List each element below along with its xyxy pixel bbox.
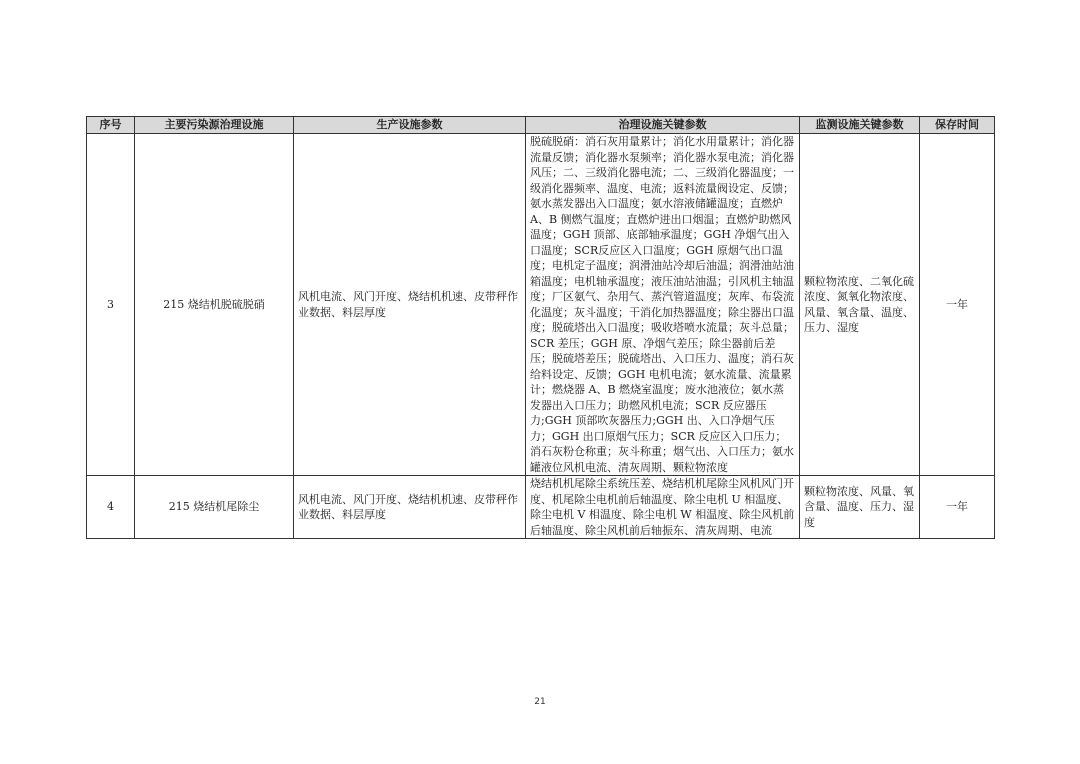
header-treatment-params: 治理设施关键参数 bbox=[526, 117, 800, 134]
header-facility: 主要污染源治理设施 bbox=[135, 117, 294, 134]
header-retention-time: 保存时间 bbox=[920, 117, 995, 134]
table-row bbox=[87, 134, 995, 476]
table-header-row bbox=[87, 117, 995, 134]
page-number: 21 bbox=[534, 697, 546, 707]
cell-treatment-params: 脱硫脱硝：消石灰用量累计；消化水用量累计；消化器流量反馈；消化器水泵频率；消化器水泵电流；消化器风压；二、三级消化器电流；二、三级消化器温度；一级消化器频率、温度、电流；返料流量阀设定、反馈；氨水蒸发器出入口温度；氨水溶液储罐温度；直燃炉 A、B 侧燃气温度；直燃炉进出口烟温；直燃炉助燃风温度；GGH 顶部、底部轴承温度；GGH 净烟气出入口温度；SCR反应区入口温度；GGH 原烟气出口温度；电机定子温度；润滑油站冷却后油温；润滑油站油箱温度；电机轴承温度；液压油站油温；引风机主轴温度；厂区氨气、杂用气、蒸汽管道温度；灰库、布袋流化温度；灰斗温度；干消化加热器温度；除尘器出口温度；脱硫塔出入口温度；吸收塔喷水流量；灰斗总量；SCR 差压；GGH 原、净烟气差压；除尘器前后差压；脱硫塔差压；脱硫塔出、入口压力、温度；消石灰给料设定、反馈；GGH 电机电流；氨水流量、流量累计；燃烧器 A、B 燃烧室温度；废水池液位；氨水蒸发器出入口压力；助燃风机电流；SCR 反应器压力;GGH 顶部吹灰器压力;GGH 出、入口净烟气压力；GGH 出口原烟气压力；SCR 反应区入口压力；消石灰粉仓称重；灰斗称重；烟气出、入口压力；氨水罐液位风机电流、清灰周期、颗粒物浓度 bbox=[526, 134, 800, 476]
cell-retention-time: 一年 bbox=[920, 134, 995, 476]
header-monitoring-params: 监测设施关键参数 bbox=[800, 117, 920, 134]
cell-treatment-params: 烧结机机尾除尘系统压差、烧结机机尾除尘风机风门开度、机尾除尘电机前后轴温度、除尘电机 U 相温度、除尘电机 V 相温度、除尘电机 W 相温度、除尘风机前后轴温度、除尘风机前后轴振东、清灰周期、电流 bbox=[526, 476, 800, 539]
header-production-params: 生产设施参数 bbox=[294, 117, 526, 134]
cell-facility: 215 烧结机脱硫脱硝 bbox=[135, 134, 294, 476]
cell-monitoring-params: 颗粒物浓度、二氧化硫浓度、氮氧化物浓度、风量、氧含量、温度、压力、湿度 bbox=[800, 134, 920, 476]
parameters-table bbox=[86, 116, 995, 539]
cell-facility: 215 烧结机尾除尘 bbox=[135, 476, 294, 539]
table-row bbox=[87, 476, 995, 539]
cell-production-params: 风机电流、风门开度、烧结机机速、皮带秤作业数据、料层厚度 bbox=[294, 134, 526, 476]
cell-serial-no: 3 bbox=[87, 134, 135, 476]
cell-retention-time: 一年 bbox=[920, 476, 995, 539]
header-serial-no: 序号 bbox=[87, 117, 135, 134]
cell-serial-no: 4 bbox=[87, 476, 135, 539]
cell-production-params: 风机电流、风门开度、烧结机机速、皮带秤作业数据、料层厚度 bbox=[294, 476, 526, 539]
cell-monitoring-params: 颗粒物浓度、风量、氧含量、温度、压力、湿度 bbox=[800, 476, 920, 539]
